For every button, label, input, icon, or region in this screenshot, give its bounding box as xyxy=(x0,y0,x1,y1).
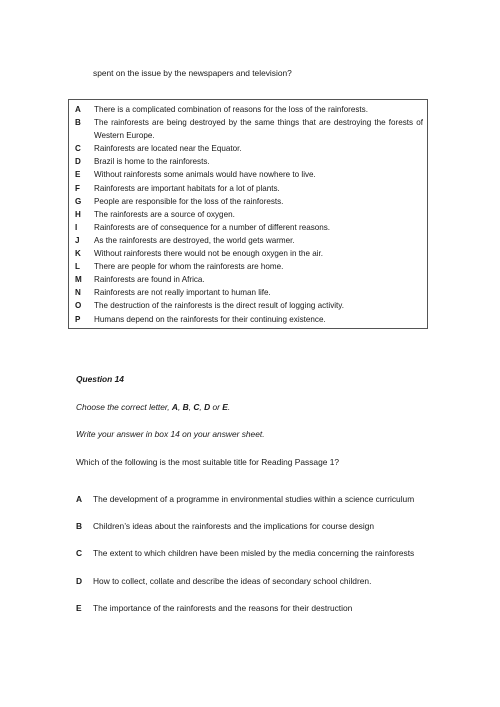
question-heading: Question 14 xyxy=(76,374,124,384)
statement-row xyxy=(75,221,423,234)
letter-d: D xyxy=(204,402,211,412)
statement-letter: A xyxy=(75,105,81,114)
statement-letter: B xyxy=(75,118,81,128)
option-b xyxy=(76,521,436,531)
option-letter: E xyxy=(76,603,82,613)
option-text: The extent to which children have been misled by the media concerning the rainforests xyxy=(93,548,415,558)
statement-letter: P xyxy=(75,314,81,324)
instruction-choose: Choose the correct letter, A, B, C, D or E. xyxy=(76,402,231,412)
statement-text: The rainforests are a source of oxygen. xyxy=(94,209,235,219)
statement-row xyxy=(75,247,423,260)
statement-letter: D xyxy=(75,157,81,167)
statement-text: The rainforests are being destroyed by the same things that are destroying the forests of Western Europe. xyxy=(94,118,423,141)
question-stem: Which of the following is the most suitable title for Reading Passage 1? xyxy=(76,457,340,467)
statements-box xyxy=(68,99,428,329)
statement-text: Without rainforests there would not be enough oxygen in the air. xyxy=(94,249,324,259)
letter-e: E xyxy=(222,402,228,412)
statement-row xyxy=(75,195,423,208)
statement-row xyxy=(75,286,423,299)
statement-letter: K xyxy=(75,249,81,259)
option-c xyxy=(76,548,436,558)
statement-text: As the rainforests are destroyed, the world gets warmer. xyxy=(94,235,295,245)
statement-text: Rainforests are found in Africa. xyxy=(94,275,205,285)
statement-row xyxy=(75,208,423,221)
statement-row xyxy=(75,116,423,142)
statement-text: People are responsible for the loss of the rainforests. xyxy=(94,196,284,206)
statement-letter: E xyxy=(75,170,81,180)
statement-text: The destruction of the rainforests is the direct result of logging activity. xyxy=(94,301,344,311)
letter-c: C xyxy=(193,402,200,412)
option-a xyxy=(76,494,436,504)
statement-row xyxy=(75,260,423,273)
statement-text: Brazil is home to the rainforests. xyxy=(94,157,210,167)
intro-text: spent on the issue by the newspapers and television? xyxy=(93,68,292,78)
statement-row xyxy=(75,313,423,326)
statement-letter: N xyxy=(75,288,81,298)
statement-text: Without rainforests some animals would have nowhere to live. xyxy=(94,170,316,180)
option-text: Children’s ideas about the rainforests and the implications for course design xyxy=(93,521,375,531)
statement-text: Rainforests are of consequence for a number of different reasons. xyxy=(94,222,331,232)
statement-row xyxy=(75,155,423,168)
statement-letter: L xyxy=(75,262,80,272)
option-letter: D xyxy=(76,576,83,586)
option-text: The importance of the rainforests and the reasons for their destruction xyxy=(93,603,353,613)
statement-letter: M xyxy=(75,275,82,285)
statement-row xyxy=(75,273,423,286)
statement-text: Rainforests are not really important to human life. xyxy=(94,288,271,298)
statement-letter: G xyxy=(75,196,82,206)
statement-row xyxy=(75,103,423,116)
statement-letter: H xyxy=(75,209,81,219)
statement-text: There is a complicated combination of reasons for the loss of the rainforests. xyxy=(94,105,368,114)
statement-letter: O xyxy=(75,301,82,311)
statement-row xyxy=(75,142,423,155)
option-letter: B xyxy=(76,521,83,531)
option-letter: C xyxy=(76,548,83,558)
option-e xyxy=(76,603,436,613)
statement-letter: F xyxy=(75,183,80,193)
statement-letter: C xyxy=(75,144,81,154)
option-text: How to collect, collate and describe the ideas of secondary school children. xyxy=(93,576,372,586)
statement-row xyxy=(75,182,423,195)
letter-b: B xyxy=(182,402,189,412)
option-text: The development of a programme in environmental studies within a science curriculum xyxy=(93,494,415,504)
statement-text: There are people for whom the rainforests are home. xyxy=(94,262,284,272)
statement-letter: I xyxy=(75,222,78,232)
statement-text: Humans depend on the rainforests for their continuing existence. xyxy=(94,314,326,324)
option-letter: A xyxy=(76,494,83,504)
statement-text: Rainforests are located near the Equator. xyxy=(94,144,242,154)
statement-letter: J xyxy=(75,235,80,245)
statement-row xyxy=(75,168,423,181)
statement-row xyxy=(75,299,423,312)
instruction-answer-box: Write your answer in box 14 on your answer sheet. xyxy=(76,429,265,439)
option-d xyxy=(76,576,436,586)
statement-text: Rainforests are important habitats for a lot of plants. xyxy=(94,183,280,193)
statement-row xyxy=(75,234,423,247)
letter-a: A xyxy=(171,402,178,412)
